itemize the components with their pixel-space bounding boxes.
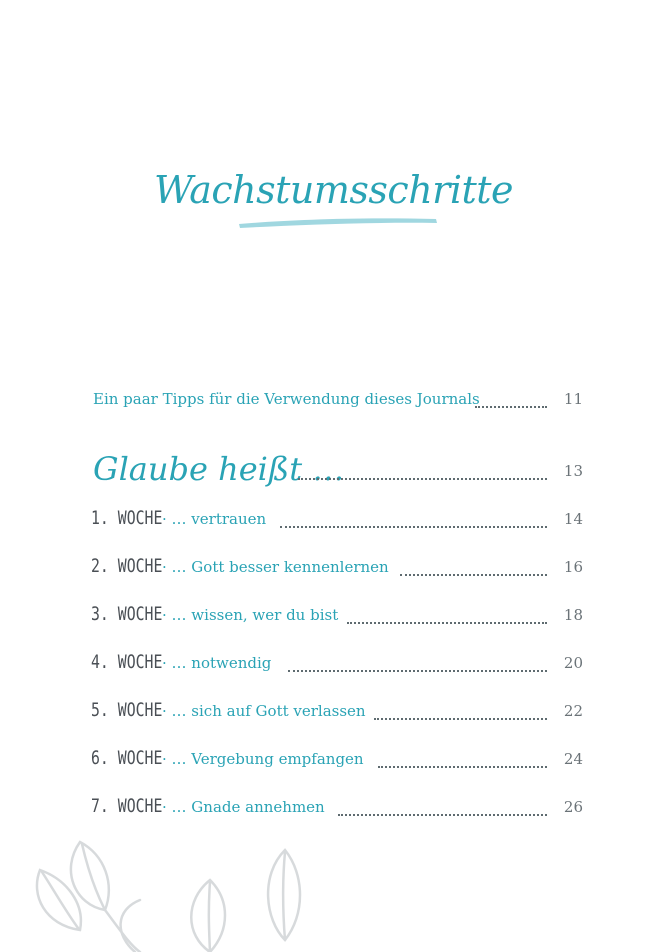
toc-row-week[interactable] (0, 600, 667, 630)
page-title: Wachstumsschritte (153, 168, 514, 212)
leaf-decoration-icon (20, 830, 320, 952)
week-label: 4. WOCHE (91, 651, 163, 673)
page-number: 26 (563, 798, 583, 816)
toc-row-week[interactable] (0, 648, 667, 678)
week-label: 1. WOCHE (91, 507, 163, 529)
page-number: 18 (563, 606, 583, 624)
brush-underline (236, 214, 440, 230)
dot-leader (475, 406, 547, 408)
week-label: 5. WOCHE (91, 699, 163, 721)
dot-leader (374, 718, 547, 720)
week-label: 3. WOCHE (91, 603, 163, 625)
toc-row-week[interactable] (0, 696, 667, 726)
page-number: 20 (563, 654, 583, 672)
page-number: 24 (563, 750, 583, 768)
dot-leader (400, 574, 547, 576)
page-number: 14 (563, 510, 583, 528)
toc-row-week[interactable] (0, 552, 667, 582)
page-number: 11 (563, 390, 583, 408)
dot-leader (338, 814, 547, 816)
page-number: 13 (563, 462, 583, 480)
heading-block (0, 168, 667, 240)
dot-leader (347, 622, 547, 624)
toc-intro-text: Ein paar Tipps für die Verwendung dieses Journals (93, 390, 480, 408)
week-text: · … Gott besser kennenlernen (162, 558, 389, 576)
week-label: 6. WOCHE (91, 747, 163, 769)
dot-leader (280, 526, 547, 528)
week-label: 2. WOCHE (91, 555, 163, 577)
week-text: · … Gnade annehmen (162, 798, 325, 816)
toc-row-week[interactable] (0, 744, 667, 774)
week-text: · … vertrauen (162, 510, 267, 528)
week-text: · … notwendig (162, 654, 272, 672)
toc-row-week[interactable] (0, 504, 667, 534)
dot-leader (288, 670, 547, 672)
week-text: · … wissen, wer du bist (162, 606, 339, 624)
page-number: 22 (563, 702, 583, 720)
toc-row-section[interactable] (0, 450, 667, 488)
page-number: 16 (563, 558, 583, 576)
toc-row-week[interactable] (0, 792, 667, 822)
week-text: · … Vergebung empfangen (162, 750, 364, 768)
section-title: Glaube heißt … (93, 450, 345, 488)
toc-row-intro[interactable] (0, 384, 667, 414)
week-text: · … sich auf Gott verlassen (162, 702, 366, 720)
dot-leader (378, 766, 547, 768)
dot-leader (298, 478, 547, 480)
week-label: 7. WOCHE (91, 795, 163, 817)
